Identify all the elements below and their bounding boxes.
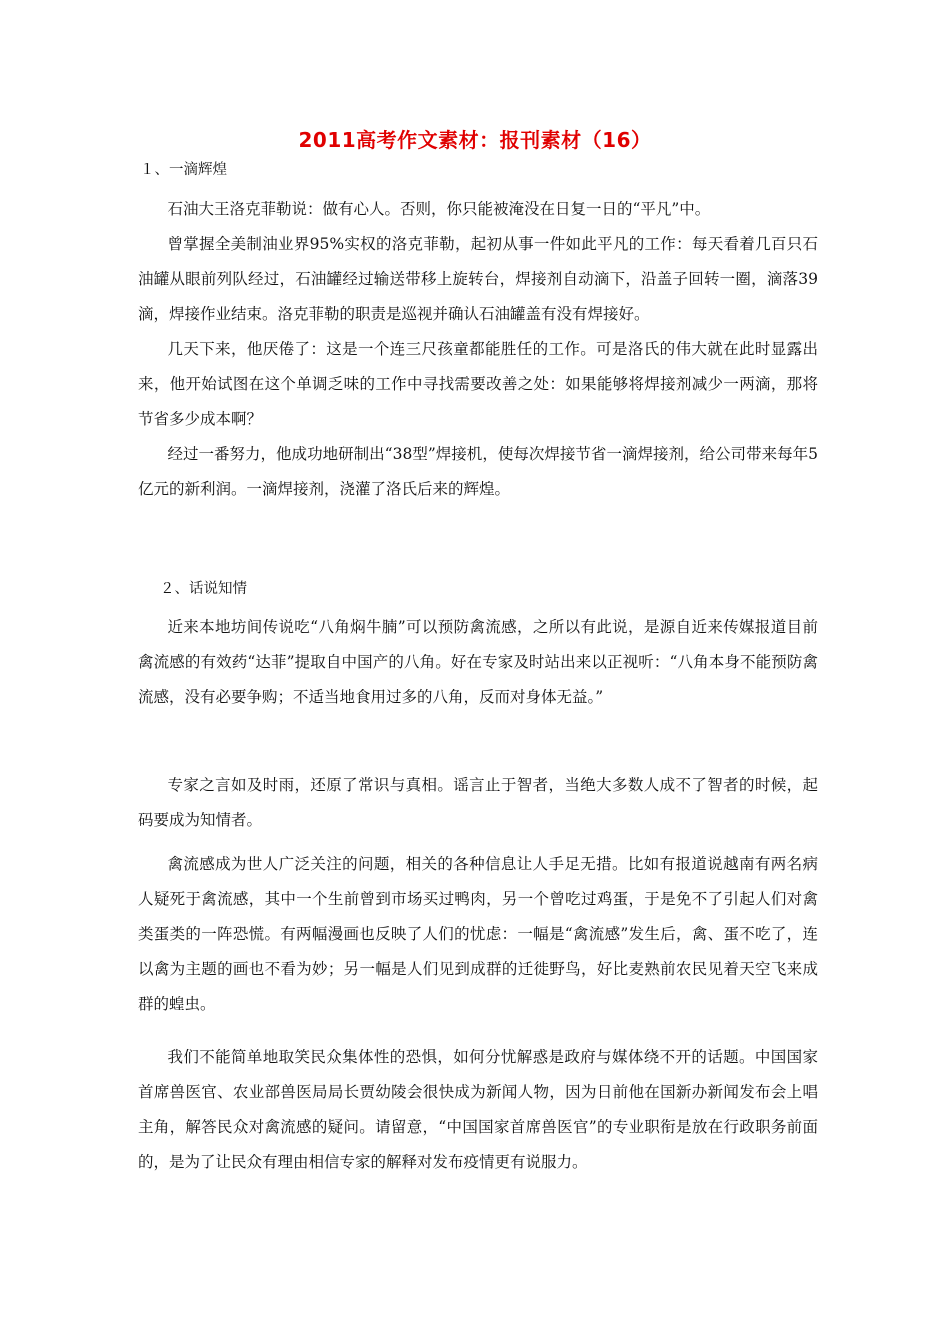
page-title: 2011高考作文素材：报刊素材（16）	[298, 128, 652, 152]
paragraph-2-3: 禽流感成为世人广泛关注的问题，相关的各种信息让人手足无措。比如有报道说越南有两名病人疑死于禽流感，其中一个生前曾到市场买过鸭肉，另一个曾吃过鸡蛋，于是免不了引起人们对禽类蛋类的一阵恐慌。有两幅漫画也反映了人们的忧虑：一幅是“禽流感”发生后，禽、蛋不吃了，连以禽为主题的画也不看为妙；另一幅是人们见到成群的迁徙野鸟，好比麦熟前农民见着天空飞来成群的蝗虫。	[138, 855, 818, 1013]
section-heading-2: ２、话说知情	[160, 581, 247, 597]
paragraph-2-4: 我们不能简单地取笑民众集体性的恐惧，如何分忧解惑是政府与媒体绕不开的话题。中国国家首席兽医官、农业部兽医局局长贾幼陵会很快成为新闻人物，因为日前他在国新办新闻发布会上唱主角，解答民众对禽流感的疑问。请留意，“中国国家首席兽医官”的专业职衔是放在行政职务前面的，是为了让民众有理由相信专家的解释对发布疫情更有说服力。	[138, 1048, 818, 1171]
paragraph-1-1: 石油大王洛克菲勒说：做有心人。否则，你只能被淹没在日复一日的“平凡”中。	[167, 200, 711, 218]
section-heading-1: １、一滴辉煌	[140, 162, 227, 178]
paragraph-1-2: 曾掌握全美制油业界95%实权的洛克菲勒，起初从事一件如此平凡的工作：每天看着几百只石油罐从眼前列队经过，石油罐经过输送带移上旋转台，焊接剂自动滴下，沿盖子回转一圈，滴落39滴，焊接作业结束。洛克菲勒的职责是巡视并确认石油罐盖有没有焊接好。	[138, 235, 818, 323]
paragraph-2-2: 专家之言如及时雨，还原了常识与真相。谣言止于智者，当绝大多数人成不了智者的时候，起码要成为知情者。	[138, 776, 818, 829]
paragraph-1-4: 经过一番努力，他成功地研制出“38型”焊接机，使每次焊接节省一滴焊接剂，给公司带来每年5亿元的新利润。一滴焊接剂，浇灌了洛氏后来的辉煌。	[138, 445, 818, 498]
paragraph-2-1: 近来本地坊间传说吃“八角焖牛腩”可以预防禽流感，之所以有此说，是源自近来传媒报道目前禽流感的有效药“达菲”提取自中国产的八角。好在专家及时站出来以正视听：“八角本身不能预防禽流感，没有必要争购；不适当地食用过多的八角，反而对身体无益。”	[138, 618, 818, 706]
paragraph-1-3: 几天下来，他厌倦了：这是一个连三尺孩童都能胜任的工作。可是洛氏的伟大就在此时显露出来，他开始试图在这个单调乏味的工作中寻找需要改善之处：如果能够将焊接剂减少一两滴，那将节省多少成本啊？	[138, 340, 818, 428]
